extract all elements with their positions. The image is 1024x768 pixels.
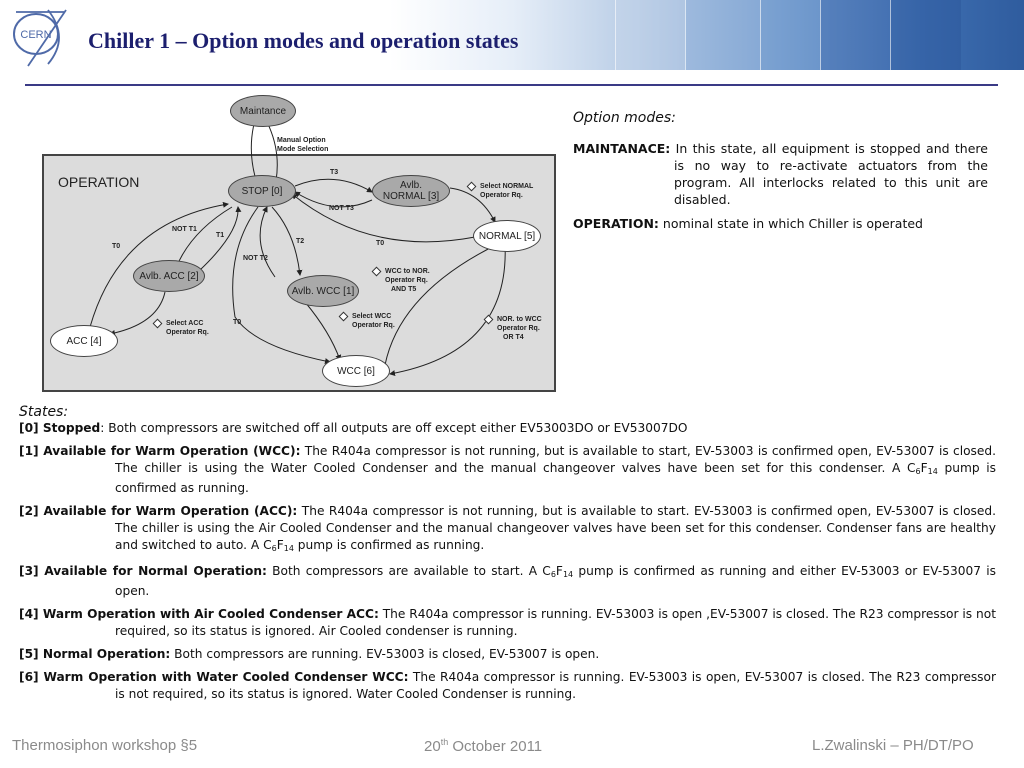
label-select-normal-line1: Select NORMAL [480,183,534,190]
states-heading: States: [19,404,69,420]
diamond-icon [153,318,163,328]
state-3-sub1: 6 [550,570,556,579]
node-maintenance: Maintance [230,95,296,127]
state-4-term: [4] Warm Operation with Air Cooled Condenser ACC: [19,607,379,621]
state-2-sub1: 6 [271,544,277,553]
state-2-sub2: 14 [283,544,294,553]
label-select-normal-line2: Operator Rq. [480,192,523,199]
state-1-sub2: 14 [927,467,938,476]
state-3-term: [3] Available for Normal Operation: [19,564,267,578]
label-t1: T1 [216,232,225,239]
state-5-term: [5] Normal Operation: [19,647,171,661]
cern-logo [8,6,72,70]
label-wcc-to-nor-line2: Operator Rq. [385,277,428,284]
diamond-icon [372,266,382,276]
option-maintenance-desc: In this state, all equipment is stopped and there is no way to re-activate actuators from the program. All interlocks related to this unit are disabled. [674,141,988,207]
state-3-desc-a: Both compressors are available to start. A C [266,564,551,578]
diamond-icon [339,311,349,321]
label-nor-to-wcc-line2: Operator Rq. [497,325,540,332]
label-nor-to-wcc-line3: OR T4 [503,334,524,341]
banner-tile [685,0,761,70]
node-avlb-wcc: Avlb. WCC [1] [287,275,359,307]
footer-date-day: 20 [424,738,441,755]
banner-tile [890,0,961,70]
arrow-normal-to-wcc [390,244,505,374]
state-2-f: F [276,538,284,552]
label-not-t2: NOT T2 [243,255,268,262]
state-5-desc: Both compressors are running. EV-53003 is closed, EV-53007 is open. [170,647,600,661]
state-0-desc: : Both compressors are switched off all outputs are off except either EV53003DO or EV53007DO [100,421,688,435]
label-select-acc-line1: Select ACC [166,320,204,327]
label-select-wcc-line2: Operator Rq. [352,322,395,329]
label-manual-option [277,136,328,154]
label-wcc-to-nor-line1: WCC to NOR. [385,268,430,275]
state-2-desc-b: pump is confirmed as running. [293,538,485,552]
node-stop: STOP [0] [228,175,296,207]
state-1-desc-b: pump is confirmed as running. [115,461,996,495]
option-operation-term: OPERATION: [573,216,659,231]
label-select-wcc-line1: Select WCC [352,313,392,320]
arrow-not-t2 [260,207,275,277]
banner-tile [615,0,686,70]
option-operation [573,215,988,232]
label-select-wcc [340,312,395,330]
state-0-term: [0] Stopped [19,421,101,435]
footer-date-rest: October 2011 [448,738,543,755]
banner-tile [760,0,821,70]
state-1-sub1: 6 [915,467,921,476]
node-normal: NORMAL [5] [473,220,541,252]
state-3-f: F [555,564,563,578]
state-2 [19,503,996,557]
state-5 [19,646,996,663]
label-t0-wcc: T0 [233,319,242,326]
arrow-wcc-to-normal [385,244,498,365]
label-select-normal [468,182,533,200]
footer-left: Thermosiphon workshop §5 [12,737,198,754]
option-maintenance-term: MAINTANACE: [573,141,671,156]
option-maintenance [573,140,988,208]
state-6-desc: The R404a compressor is running. EV-53003 is open, EV-53007 is closed. The R23 compressor is not required, so its status is ignored. Water Cooled Condenser is running. [115,670,996,701]
label-select-acc-line2: Operator Rq. [166,329,209,336]
label-t0-acc: T0 [112,243,121,250]
label-nor-to-wcc [485,315,542,342]
footer-right: L.Zwalinski – PH/DT/PO [812,737,974,754]
node-avlb-normal-line1: Avlb. [399,180,423,191]
state-3-desc-b: pump is confirmed as running and either EV-53003 or EV-53007 is open. [115,564,997,598]
label-not-t3: NOT T3 [329,205,354,212]
state-1 [19,443,996,497]
arrow-select-wcc [305,302,340,360]
state-6 [19,669,996,703]
footer-date [424,737,542,755]
option-modes-heading: Option modes: [573,110,676,126]
state-0 [19,420,996,437]
label-manual-line1: Manual Option [277,137,326,144]
label-t2: T2 [296,238,305,245]
state-3-sub2: 14 [562,570,574,579]
label-wcc-to-nor-line3: AND T5 [391,286,417,293]
state-6-term: [6] Warm Operation with Water Cooled Condenser WCC: [19,670,409,684]
label-manual-line2: Mode Selection [277,146,329,153]
state-2-term: [2] Available for Warm Operation (ACC): [19,504,298,518]
cern-logo-text: CERN [20,29,52,41]
state-1-term: [1] Available for Warm Operation (WCC): [19,444,301,458]
label-select-acc [154,319,209,337]
state-3 [19,563,996,600]
label-t3: T3 [330,169,339,176]
label-not-t1: NOT T1 [172,226,197,233]
page-title: Chiller 1 – Option modes and operation states [88,28,519,53]
node-wcc: WCC [6] [322,355,390,387]
state-4 [19,606,996,640]
banner-tile [820,0,891,70]
node-avlb-acc: Avlb. ACC [2] [133,260,205,292]
states-section [19,404,996,709]
arrow-t3 [295,179,372,192]
node-avlb-normal-line2: NORMAL [3] [382,191,440,202]
option-operation-desc: nominal state in which Chiller is operated [662,216,923,231]
label-t0-normal: T0 [376,240,385,247]
state-1-f: F [920,461,928,475]
state-2-desc-a: The R404a compressor is not running, but is available to start. EV-53003 is confirmed open, EV-53007 is closed. The chiller is using the Air Cooled Condenser and the manual changeover valves have been set for this condenser. Condenser fans are healthy and switched to auto. A C [115,504,996,552]
diamond-icon [484,314,494,324]
state-1-desc-a: The R404a compressor is not running, but is available to start, EV-53003 is confirmed open, EV-53007 is closed. The chiller is using the Water Cooled Condenser and the manual changeover valves have been set for this condenser. A C [115,444,996,475]
option-modes-section [573,110,988,239]
label-nor-to-wcc-line1: NOR. to WCC [497,316,542,323]
node-acc: ACC [4] [50,325,118,357]
footer-date-sup: th [440,737,449,747]
state-4-desc: The R404a compressor is running. EV-53003 is open ,EV-53007 is closed. The R23 compressor is not required, so its status is ignored. Air Cooled condenser is running. [115,607,996,638]
diamond-icon [467,181,477,191]
node-avlb-normal [372,175,450,207]
state-diagram [40,92,560,398]
operation-label: OPERATION [58,174,140,190]
title-divider [25,84,998,86]
label-wcc-to-nor [373,267,430,294]
